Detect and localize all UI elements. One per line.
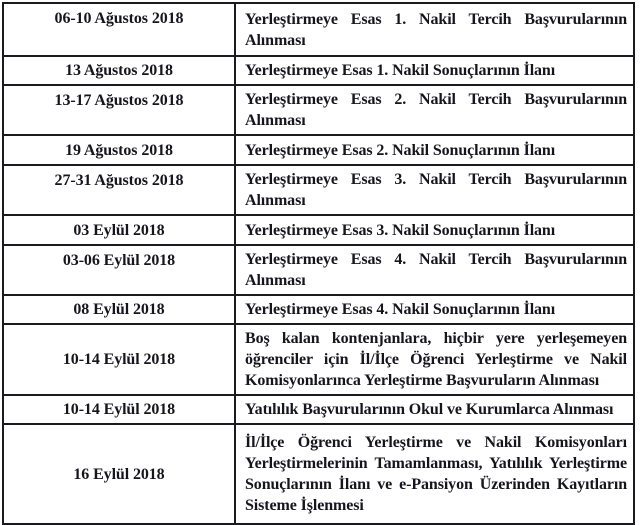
table-row	[3, 395, 634, 424]
description-line: Yerleştirmeye Esas 4. Nakil Tercih Başvurularının	[245, 251, 627, 268]
description-line: Alınması	[245, 112, 306, 129]
placement-schedule-table	[2, 2, 635, 525]
description-line: Yerleştirmeye Esas 4. Nakil Sonuçlarının İlanı	[245, 301, 556, 318]
date-cell: 10-14 Eylül 2018	[3, 395, 235, 424]
description-cell	[235, 324, 634, 395]
date-cell: 08 Eylül 2018	[3, 295, 235, 324]
table-row	[3, 324, 634, 395]
description-line: Alınması	[245, 31, 306, 49]
description-cell	[235, 56, 634, 85]
description-cell	[235, 85, 634, 135]
description-line: Komisyonlarınca Yerleştirme Başvuruların Alınması	[245, 372, 600, 389]
date-cell: 13-17 Ağustos 2018	[3, 85, 235, 135]
description-line: Yerleştirmeye Esas 2. Nakil Tercih Başvurularının	[245, 91, 627, 108]
date-cell: 06-10 Ağustos 2018	[3, 3, 235, 56]
description-cell	[235, 135, 634, 165]
description-line: Boş kalan kontenjanlara, hiçbir yere yerleşemeyen	[245, 330, 627, 347]
description-line: İl/İlçe Öğrenci Yerleştirme ve Nakil Komisyonları	[245, 434, 627, 451]
date-cell: 10-14 Eylül 2018	[3, 324, 235, 395]
description-line: Yerleştirmeye Esas 1. Nakil Tercih Başvurularının	[245, 10, 627, 28]
table-row	[3, 135, 634, 165]
description-line: Yerleştirmeye Esas 1. Nakil Sonuçlarının İlanı	[245, 62, 556, 79]
description-cell	[235, 165, 634, 215]
table-row	[3, 215, 634, 245]
description-line: Yatılılık Başvurularının Okul ve Kurumlarca Alınması	[245, 401, 614, 418]
date-cell: 13 Ağustos 2018	[3, 56, 235, 85]
date-cell: 03-06 Eylül 2018	[3, 245, 235, 295]
table-row	[3, 56, 634, 85]
description-cell	[235, 295, 634, 324]
table-row	[3, 165, 634, 215]
date-cell: 03 Eylül 2018	[3, 215, 235, 245]
description-line: Yerleştirmelerinin Tamamlanması, Yatılılık Yerleştirme	[245, 455, 627, 472]
table-row	[3, 424, 634, 524]
table-row	[3, 85, 634, 135]
description-cell	[235, 395, 634, 424]
table-row	[3, 245, 634, 295]
description-cell	[235, 424, 634, 524]
description-line: Sonuçlarının İlanı ve e-Pansiyon Üzerinden Kayıtların	[245, 476, 627, 493]
description-line: Yerleştirmeye Esas 3. Nakil Tercih Başvurularının	[245, 171, 627, 188]
description-cell	[235, 245, 634, 295]
date-cell: 19 Ağustos 2018	[3, 135, 235, 165]
date-cell: 27-31 Ağustos 2018	[3, 165, 235, 215]
date-cell: 16 Eylül 2018	[3, 424, 235, 524]
description-line: Alınması	[245, 192, 306, 209]
description-line: Yerleştirmeye Esas 3. Nakil Sonuçlarının İlanı	[245, 221, 556, 239]
description-cell	[235, 3, 634, 56]
description-line: Alınması	[245, 272, 306, 289]
table-row	[3, 295, 634, 324]
description-line: Yerleştirmeye Esas 2. Nakil Sonuçlarının İlanı	[245, 141, 556, 159]
description-cell	[235, 215, 634, 245]
table-row	[3, 3, 634, 56]
description-line: Sisteme İşlenmesi	[245, 497, 364, 514]
description-line: öğrenciler için İl/İlçe Öğrenci Yerleştirme ve Nakil	[245, 351, 627, 368]
